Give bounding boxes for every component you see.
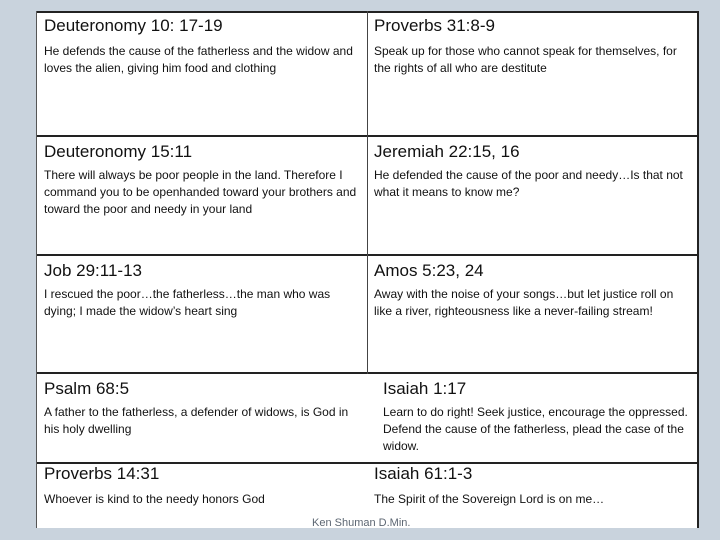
scripture-text: Whoever is kind to the needy honors God [44, 492, 265, 506]
row-divider [37, 462, 697, 464]
scripture-text: Learn to do right! Seek justice, encourage the oppressed. Defend the cause of the fatherless, plead the case of the widow. [383, 405, 688, 453]
table-cell [37, 256, 367, 372]
scripture-reference: Isaiah 1:17 [383, 379, 467, 398]
scripture-text: There will always be poor people in the land. Therefore I command you to be openhanded toward your brothers and toward the poor and needy in your land [44, 168, 357, 216]
footer-author: Ken Shuman D.Min. [312, 517, 411, 529]
table-cell [367, 11, 697, 135]
scripture-reference: Deuteronomy 15:11 [44, 142, 193, 161]
scripture-text: The Spirit of the Sovereign Lord is on me… [374, 492, 605, 506]
scripture-text: I rescued the poor…the fatherless…the man who was dying; I made the widow’s heart sing [44, 287, 331, 318]
scripture-text: A father to the fatherless, a defender of widows, is God in his holy dwelling [44, 405, 349, 436]
scripture-text: He defended the cause of the poor and needy…Is that not what it means to know me? [374, 168, 683, 199]
scripture-reference: Job 29:11-13 [44, 261, 142, 280]
scripture-reference: Deuteronomy 10: 17-19 [44, 16, 223, 35]
scripture-reference: Psalm 68:5 [44, 379, 130, 398]
scripture-reference: Proverbs 14:31 [44, 464, 160, 483]
scripture-reference: Proverbs 31:8-9 [374, 16, 495, 35]
table-cell [37, 374, 367, 462]
scripture-text: Away with the noise of your songs…but let justice roll on like a river, righteousness like a never-failing stream! [374, 287, 674, 318]
scripture-text: Speak up for those who cannot speak for themselves, for the rights of all who are destitute [374, 44, 677, 75]
scripture-reference: Isaiah 61:1-3 [374, 464, 473, 483]
table-cell [37, 137, 367, 254]
scripture-reference: Jeremiah 22:15, 16 [374, 142, 520, 161]
column-divider [367, 11, 368, 374]
scripture-text: He defends the cause of the fatherless and the widow and loves the alien, giving him food and clothing [44, 44, 353, 75]
table-cell [367, 256, 697, 372]
table-cell [367, 137, 697, 254]
table-cell [37, 11, 367, 135]
table-cell [367, 464, 697, 528]
scripture-table [36, 11, 699, 528]
table-cell [375, 374, 697, 462]
scripture-reference: Amos 5:23, 24 [374, 261, 484, 280]
